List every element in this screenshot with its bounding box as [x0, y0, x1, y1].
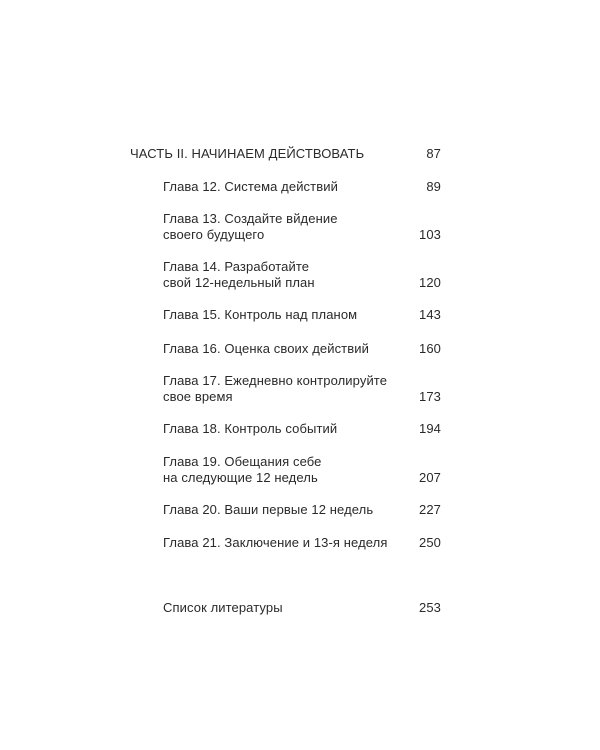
- toc-entry-bibliography: [163, 600, 441, 616]
- toc-entry-title: [163, 341, 369, 357]
- toc-entry-chapter-18: [163, 421, 441, 437]
- toc-entry-chapter-12: [163, 179, 441, 195]
- toc-entry-title-line: Глава 14. Разработайте: [163, 259, 310, 274]
- toc-part-heading: [130, 146, 441, 164]
- toc-entry-chapter-13: [163, 211, 441, 243]
- toc-page-number: 194: [419, 421, 441, 436]
- toc-entry-chapter-21: [163, 535, 441, 551]
- toc-entry-title-line: на следующие 12 недель: [163, 470, 318, 485]
- toc-entry-title: [163, 535, 388, 551]
- toc-page-number: 160: [419, 341, 441, 356]
- toc-page-number: 120: [419, 275, 441, 290]
- toc-entry-title: [163, 600, 283, 616]
- toc-entry-title: [163, 421, 337, 437]
- toc-page-number: 87: [426, 146, 441, 161]
- toc-entry-chapter-15: [163, 307, 441, 323]
- toc-page-number: 253: [419, 600, 441, 615]
- toc-entry-title-line: Глава 16. Оценка своих действий: [163, 341, 369, 356]
- toc-entry-chapter-16: [163, 341, 441, 357]
- toc-entry-title-line: Глава 18. Контроль событий: [163, 421, 338, 436]
- toc-entry-title-line: свой 12-недельный план: [163, 275, 315, 290]
- toc-entry-title-line: Глава 19. Обещания себе: [163, 454, 322, 469]
- toc-entry-chapter-19: [163, 454, 441, 486]
- toc-entry-title-line: Глава 17. Ежедневно контролируйте: [163, 373, 388, 388]
- toc-entry-chapter-14: [163, 259, 441, 291]
- toc-entry-title-line: Глава 15. Контроль над планом: [163, 307, 358, 322]
- toc-entry-title: [163, 373, 387, 405]
- toc-entry-title: [163, 307, 357, 323]
- toc-entry-title: [163, 211, 338, 243]
- toc-page-number: 250: [419, 535, 441, 550]
- toc-entry-title-line: своего будущего: [163, 227, 265, 242]
- toc-page-number: 103: [419, 227, 441, 242]
- toc-entry-title: [163, 454, 321, 486]
- toc-entry-title-line: Глава 20. Ваши первые 12 недель: [163, 502, 374, 517]
- toc-entry-chapter-20: [163, 502, 441, 518]
- toc-entry-title: [163, 179, 338, 195]
- toc-page-number: 143: [419, 307, 441, 322]
- toc-part-title: ЧАСТЬ II. НАЧИНАЕМ ДЕЙСТВОВАТЬ: [130, 146, 365, 161]
- toc-entry-title-line: свое время: [163, 389, 233, 404]
- toc-entry-chapter-17: [163, 373, 441, 405]
- toc-entry-title-line: Глава 13. Создайте вйдение: [163, 211, 338, 226]
- toc-entry-title-line: Глава 21. Заключение и 13-я неделя: [163, 535, 388, 550]
- toc-entry-title-line: Глава 12. Система действий: [163, 179, 338, 194]
- toc-page-number: 227: [419, 502, 441, 517]
- toc-entry-title: [163, 259, 315, 291]
- toc-page-number: 89: [426, 179, 441, 194]
- toc-page-number: 173: [419, 389, 441, 404]
- toc-entry-title-line: Список литературы: [163, 600, 283, 615]
- toc-entry-title: [163, 502, 373, 518]
- toc-page-number: 207: [419, 470, 441, 485]
